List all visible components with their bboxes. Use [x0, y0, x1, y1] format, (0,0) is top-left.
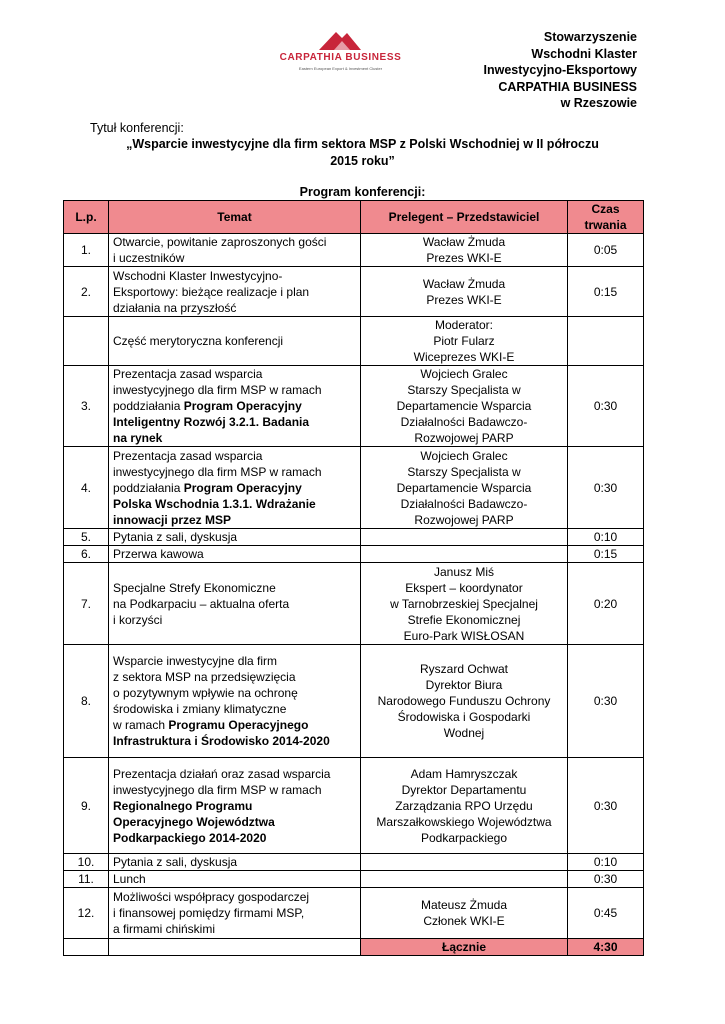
organization-line: Stowarzyszenie [543, 30, 637, 44]
table-row [64, 563, 644, 645]
speaker-line: Moderator: [434, 318, 494, 332]
topic-line [113, 300, 356, 316]
topic-line [113, 889, 356, 905]
duration-cell: 0:45 [568, 888, 644, 939]
table-row [64, 317, 644, 366]
duration-cell: 0:10 [568, 854, 644, 871]
topic-cell [109, 563, 361, 645]
table-row [64, 366, 644, 447]
conference-title [80, 136, 645, 169]
topic-line [113, 905, 356, 921]
topic-line [113, 766, 356, 782]
topic-text: inwestycyjnego dla firm MSP w ramach [113, 383, 322, 397]
topic-program-name: Infrastruktura i Środowisko 2014-2020 [113, 734, 330, 748]
duration-cell: 0:15 [568, 546, 644, 563]
speaker-line: Wacław Żmuda [422, 235, 506, 249]
topic-cell [109, 267, 361, 317]
total-label: Łącznie [361, 939, 568, 956]
topic-cell [109, 871, 361, 888]
topic-text: inwestycyjnego dla firm MSP w ramach [113, 782, 322, 797]
organization-line: Inwestycyjno-Eksportowy [483, 63, 637, 77]
speaker-line: Podkarpackiego [420, 830, 508, 845]
table-row [64, 854, 644, 871]
topic-line [113, 366, 356, 382]
speaker-cell [361, 317, 568, 366]
speaker-line: Wacław Żmuda [422, 276, 506, 291]
speaker-line: Departamencie Wsparcia [396, 480, 532, 495]
topic-line [113, 669, 356, 685]
logo-name: CARPATHIA BUSINESS [279, 52, 402, 63]
speaker-cell [361, 267, 568, 317]
topic-text: a firmami chińskimi [113, 922, 216, 936]
topic-text: Eksportowy: bieżące realizacje i plan [113, 284, 310, 299]
topic-cell [109, 317, 361, 366]
topic-line [113, 448, 356, 464]
duration-cell: 0:30 [568, 871, 644, 888]
topic-text: o pozytywnym wpływie na ochronę [113, 686, 298, 700]
topic-program-name: Program Operacyjny [183, 480, 302, 495]
logo-tagline: Eastern European Export & Investment Cluster [298, 66, 383, 71]
table-row [64, 546, 644, 563]
total-empty-cell [64, 939, 109, 956]
topic-text: Prezentacja działań oraz zasad wsparcia [113, 766, 331, 781]
topic-text: poddziałania [113, 480, 184, 495]
speaker-line: Zarządzania RPO Urzędu [395, 798, 533, 813]
topic-cell [109, 529, 361, 546]
topic-text: działania na przyszłość [113, 300, 237, 315]
duration-cell: 0:30 [568, 447, 644, 529]
topic-cell [109, 758, 361, 854]
row-number: 6. [64, 546, 109, 563]
speaker-line: Działalności Badawczo- [400, 415, 528, 429]
speaker-cell [361, 645, 568, 758]
topic-program-name: Program Operacyjny [183, 399, 302, 413]
duration-cell: 0:15 [568, 267, 644, 317]
header-duration-line1: Czas [591, 202, 620, 216]
speaker-cell [361, 234, 568, 267]
speaker-cell [361, 563, 568, 645]
table-header-row [64, 201, 644, 234]
table-row [64, 758, 644, 854]
speaker-line: Wodnej [443, 726, 485, 740]
row-number: 7. [64, 563, 109, 645]
speaker-line: Wiceprezes WKI-E [413, 350, 515, 364]
total-row [64, 939, 644, 956]
topic-text: Wsparcie inwestycyjne dla firm [113, 654, 278, 668]
speaker-cell [361, 758, 568, 854]
topic-line [113, 814, 356, 830]
speaker-line: Dyrektor Departamentu [401, 782, 527, 797]
conference-title-line: 2015 roku” [330, 153, 395, 168]
topic-line [113, 430, 356, 446]
topic-program-name: Polska Wschodnia 1.3.1. Wdrażanie [113, 496, 316, 511]
topic-text: środowiska i zmiany klimatyczne [113, 702, 287, 716]
topic-cell [109, 234, 361, 267]
topic-line [113, 653, 356, 669]
topic-text: inwestycyjnego dla firm MSP w ramach [113, 464, 322, 479]
topic-text: Możliwości współpracy gospodarczej [113, 890, 310, 904]
topic-line [113, 480, 356, 496]
row-number: 4. [64, 447, 109, 529]
row-number: 11. [64, 871, 109, 888]
topic-line [113, 871, 356, 887]
duration-cell: 0:30 [568, 758, 644, 854]
topic-line [113, 701, 356, 717]
topic-cell [109, 366, 361, 447]
mountain-logo-icon [316, 28, 364, 52]
speaker-line: Rozwojowej PARP [414, 431, 514, 445]
duration-cell: 0:10 [568, 529, 644, 546]
topic-line [113, 464, 356, 480]
duration-cell: 0:30 [568, 366, 644, 447]
topic-text: Część merytoryczna konferencji [113, 334, 284, 348]
topic-text: i finansowej pomiędzy firmami MSP, [113, 906, 305, 920]
carpathia-logo [278, 28, 403, 80]
topic-cell [109, 854, 361, 871]
duration-cell: 0:20 [568, 563, 644, 645]
speaker-cell [361, 546, 568, 563]
speaker-line: w Tarnobrzeskiej Specjalnej [390, 596, 538, 611]
topic-text: i korzyści [113, 612, 163, 627]
speaker-line: Euro-Park WISŁOSAN [403, 628, 525, 643]
topic-text: Prezentacja zasad wsparcia [113, 448, 263, 463]
topic-line [113, 580, 356, 596]
organization-line: w Rzeszowie [560, 96, 637, 110]
topic-text: Lunch [113, 872, 146, 886]
topic-program-name: Podkarpackiego 2014-2020 [113, 830, 267, 845]
topic-program-name: Inteligentny Rozwój 3.2.1. Badania [113, 415, 310, 429]
speaker-line: Departamencie Wsparcia [396, 399, 532, 413]
topic-text: i uczestników [113, 251, 185, 265]
speaker-line: Janusz Miś [433, 564, 495, 579]
topic-cell [109, 888, 361, 939]
table-row [64, 871, 644, 888]
row-number: 2. [64, 267, 109, 317]
speaker-line: Starszy Specjalista w [407, 383, 521, 397]
topic-program-name: innowacji przez MSP [113, 512, 232, 527]
speaker-line: Działalności Badawczo- [400, 496, 528, 511]
row-number: 8. [64, 645, 109, 758]
topic-text: Pytania z sali, dyskusja [113, 855, 238, 869]
topic-text: z sektora MSP na przedsięwzięcia [113, 670, 296, 684]
table-row [64, 645, 644, 758]
topic-text: na Podkarpaciu – aktualna oferta [113, 596, 290, 611]
speaker-line: Piotr Fularz [433, 334, 495, 348]
speaker-cell [361, 871, 568, 888]
speaker-line: Prezes WKI-E [426, 251, 502, 265]
speaker-line: Ekspert – koordynator [405, 580, 523, 595]
topic-line [113, 414, 356, 430]
total-value: 4:30 [568, 939, 644, 956]
topic-line [113, 382, 356, 398]
duration-cell: 0:30 [568, 645, 644, 758]
row-number: 1. [64, 234, 109, 267]
speaker-cell [361, 854, 568, 871]
topic-text: w ramach [113, 718, 169, 732]
topic-text: poddziałania [113, 399, 184, 413]
conference-title-line: „Wsparcie inwestycyjne dla firm sektora MSP z Polski Wschodniej w II półroczu [126, 137, 599, 151]
speaker-cell [361, 447, 568, 529]
organization-line: Wschodni Klaster [531, 46, 637, 61]
table-row [64, 888, 644, 939]
topic-line [113, 717, 356, 733]
speaker-line: Marszałkowskiego Województwa [376, 814, 552, 829]
duration-cell [568, 317, 644, 366]
duration-cell: 0:05 [568, 234, 644, 267]
topic-line [113, 596, 356, 612]
row-number: 3. [64, 366, 109, 447]
speaker-line: Wojciech Gralec [420, 448, 508, 463]
topic-line [113, 685, 356, 701]
program-table [63, 200, 644, 956]
speaker-line: Starszy Specjalista w [407, 464, 521, 479]
row-number: 5. [64, 529, 109, 546]
table-row [64, 529, 644, 546]
topic-cell [109, 645, 361, 758]
speaker-line: Adam Hamryszczak [410, 766, 518, 781]
row-number [64, 317, 109, 366]
topic-line [113, 830, 356, 846]
speaker-line: Rozwojowej PARP [414, 512, 514, 527]
speaker-cell [361, 888, 568, 939]
row-number: 10. [64, 854, 109, 871]
header-lp: L.p. [64, 201, 109, 234]
topic-line [113, 782, 356, 798]
speaker-line: Ryszard Ochwat [419, 662, 509, 676]
header-topic: Temat [109, 201, 361, 234]
topic-text: Prezentacja zasad wsparcia [113, 367, 263, 381]
speaker-line: Strefie Ekonomicznej [407, 612, 521, 627]
topic-line [113, 612, 356, 628]
topic-line [113, 798, 356, 814]
topic-line [113, 268, 356, 284]
topic-line [113, 921, 356, 937]
table-row [64, 267, 644, 317]
speaker-line: Dyrektor Biura [425, 678, 503, 692]
topic-cell [109, 546, 361, 563]
organization-line: CARPATHIA BUSINESS [498, 79, 637, 94]
topic-line [113, 529, 356, 545]
topic-line [113, 733, 356, 749]
row-number: 12. [64, 888, 109, 939]
topic-program-name: Regionalnego Programu [113, 798, 253, 813]
topic-line [113, 496, 356, 512]
speaker-line: Członek WKI-E [423, 914, 505, 928]
speaker-line: Mateusz Żmuda [420, 898, 508, 912]
topic-text: Przerwa kawowa [113, 547, 204, 561]
topic-text: Otwarcie, powitanie zaproszonych gości [113, 235, 327, 249]
conference-title-label: Tytuł konferencji: [90, 121, 184, 135]
topic-cell [109, 447, 361, 529]
organization-name [483, 29, 637, 112]
topic-line [113, 284, 356, 300]
header-speaker: Prelegent – Przedstawiciel [361, 201, 568, 234]
speaker-line: Prezes WKI-E [426, 292, 502, 307]
topic-line [113, 512, 356, 528]
total-empty-cell [109, 939, 361, 956]
row-number: 9. [64, 758, 109, 854]
topic-text: Wschodni Klaster Inwestycyjno- [113, 268, 283, 283]
topic-text: Pytania z sali, dyskusja [113, 530, 238, 544]
speaker-line: Narodowego Funduszu Ochrony [377, 694, 551, 708]
program-heading: Program konferencji: [299, 185, 426, 199]
table-row [64, 234, 644, 267]
topic-program-name: na rynek [113, 431, 163, 445]
topic-line [113, 546, 356, 562]
topic-program-name: Programu Operacyjnego [168, 718, 309, 732]
topic-line [113, 333, 356, 349]
topic-text: Specjalne Strefy Ekonomiczne [113, 580, 276, 595]
topic-line [113, 250, 356, 266]
speaker-cell [361, 529, 568, 546]
speaker-line: Wojciech Gralec [420, 367, 508, 381]
speaker-line: Środowiska i Gospodarki [397, 710, 531, 724]
header-duration [568, 201, 644, 234]
topic-line [113, 234, 356, 250]
table-row [64, 447, 644, 529]
topic-program-name: Operacyjnego Województwa [113, 814, 275, 829]
topic-line [113, 398, 356, 414]
speaker-cell [361, 366, 568, 447]
topic-line [113, 854, 356, 870]
header-duration-line2: trwania [584, 218, 627, 232]
